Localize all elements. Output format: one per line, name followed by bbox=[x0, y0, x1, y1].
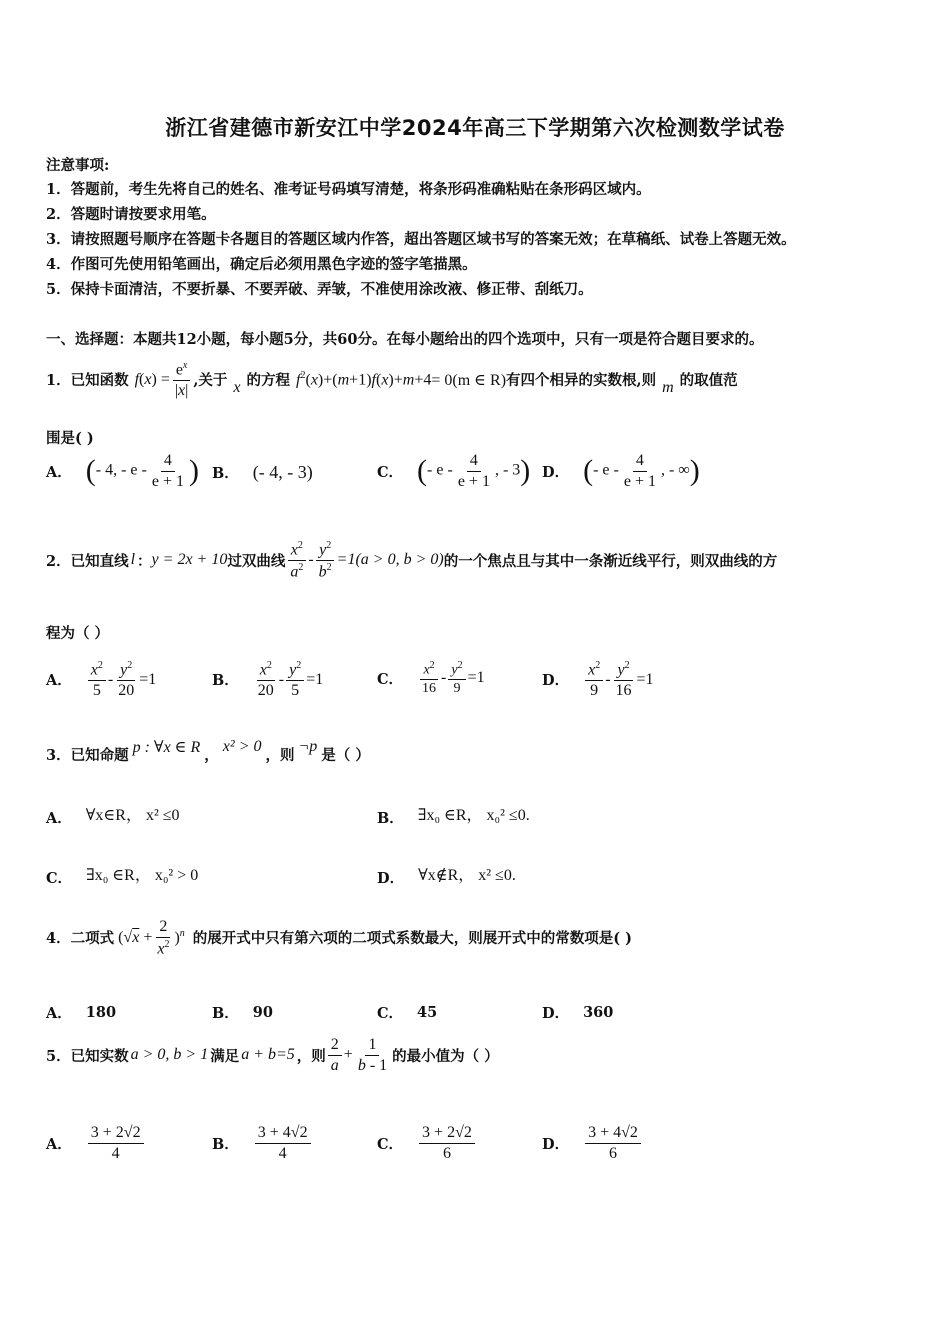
q2-prefix: 2．已知直线 bbox=[46, 552, 129, 570]
q1-prefix: 1．已知函数 bbox=[46, 372, 129, 390]
q4-option-d: D． 360 bbox=[542, 1004, 614, 1022]
exam-title: 浙江省建德市新安江中学2024年高三下学期第六次检测数学试卷 bbox=[165, 116, 785, 140]
q2-line-equation: y = 2x + 10 bbox=[151, 551, 228, 569]
q5-suffix: 的最小值为（ ） bbox=[392, 1047, 499, 1065]
q1-continuation: 围是( ) bbox=[46, 430, 94, 447]
q5-prefix: 5．已知实数 bbox=[46, 1047, 129, 1065]
q3-suffix: 是（ ） bbox=[321, 747, 370, 764]
notice-item-2: 2．答题时请按要求用笔。 bbox=[46, 206, 216, 223]
q4-suffix: 的展开式中只有第六项的二项式系数最大，则展开式中的常数项是( ) bbox=[192, 930, 633, 948]
q1-end: 的取值范 bbox=[679, 372, 738, 390]
q2-option-d: D． $\frac{x^2}{9}$ - $\frac{y^2}{16}$ =1 bbox=[542, 660, 654, 699]
q3-option-a: A． ∀x∈R， x² ≤0 bbox=[46, 807, 180, 827]
notice-heading: 注意事项: bbox=[46, 157, 110, 174]
q1-option-b: B． (- 4, - 3) bbox=[212, 462, 313, 482]
q4-prefix: 4．二项式 bbox=[46, 930, 115, 948]
q3-proposition: p : ∀x ∈ R bbox=[132, 738, 201, 756]
notice-item-3: 3．请按照题号顺序在答题卡各题目的答题区域内作答，超出答题区域书写的答案无效；在草稿纸、试卷上答题无效。 bbox=[46, 231, 796, 248]
q3-prefix: 3．已知命题 bbox=[46, 747, 129, 764]
question-1: 1．已知函数 f ( x ) = $\frac{e^x}{|x|}$ ,关于 x 的方程 $f^2(x)+(m+1)f(x)+m+4$ = 0(m ∈ R) 有四个相异的实数根,则 m 的取值范 bbox=[46, 360, 738, 399]
q1-option-a: A． (- 4, - e - $\frac{4}{e + 1}$ ) bbox=[46, 452, 199, 490]
q1-option-c: C． (- e - $\frac{4}{e + 1}$ , - 3) bbox=[377, 452, 531, 490]
q2-option-c: C． $\frac{x^2}{16}$ - $\frac{y^2}{9}$ =1 bbox=[377, 660, 485, 697]
q3-condition: x² > 0 bbox=[222, 737, 262, 755]
q2-mid: 过双曲线 bbox=[227, 552, 286, 570]
q2-continuation: 程为（ ） bbox=[46, 625, 110, 642]
question-2: 2．已知直线 l ： y = 2x + 10 过双曲线 $\frac{x^2}{a^2}$ - $\frac{y^2}{b^2}$ =1(a > 0, b > 0) 的一个焦点且与其中一条渐近线平行，则双曲线的方 bbox=[46, 540, 778, 581]
q5-condition: a > 0, b > 1 bbox=[130, 1046, 209, 1064]
q5-option-a: A． $\frac{3 + 2√2}{4}$ bbox=[46, 1124, 146, 1162]
q5-option-b: B． $\frac{3 + 4√2}{4}$ bbox=[212, 1124, 313, 1162]
question-5: 5．已知实数 a > 0, b > 1 满足 a + b=5 ，则 $\frac{2}{a}$ + $\frac{1}{b - 1}$ 的最小值为（ ） bbox=[46, 1036, 499, 1074]
q1-equation: = 0(m ∈ R) bbox=[431, 371, 507, 389]
q4-option-c: C． 45 bbox=[377, 1004, 438, 1022]
question-4: 4．二项式 (√x + $\frac{2}{x^2}$ )$^n$ 的展开式中只有第六项的二项式系数最大，则展开式中的常数项是( ) bbox=[46, 918, 633, 957]
q4-option-b: B． 90 bbox=[212, 1004, 273, 1022]
notice-item-1: 1．答题前，考生先将自己的姓名、准考证号码填写清楚，将条形码准确粘贴在条形码区域内。 bbox=[46, 181, 651, 198]
q2-hyperbola-rhs: =1(a > 0, b > 0) bbox=[336, 551, 444, 569]
question-3: 3．已知命题 p : ∀x ∈ R ， x² > 0 ，则 ¬p 是（ ） bbox=[46, 737, 370, 764]
q5-constraint: a + b=5 bbox=[241, 1046, 295, 1064]
q5-option-d: D． $\frac{3 + 4√2}{6}$ bbox=[542, 1124, 643, 1162]
q5-option-c: C． $\frac{3 + 2√2}{6}$ bbox=[377, 1124, 477, 1162]
q1-suffix: 有四个相异的实数根,则 bbox=[506, 372, 657, 390]
q1-mid2: 的方程 bbox=[246, 372, 291, 390]
q1-option-d: D． (- e - $\frac{4}{e + 1}$ , - ∞) bbox=[542, 452, 700, 490]
notice-item-4: 4．作图可先使用铅笔画出，确定后必须用黑色字迹的签字笔描黑。 bbox=[46, 256, 477, 273]
q2-option-b: B． $\frac{x^2}{20}$ - $\frac{y^2}{5}$ =1 bbox=[212, 660, 324, 699]
q1-mid1: ,关于 bbox=[193, 372, 228, 390]
q3-negation: ¬p bbox=[298, 737, 318, 755]
q3-option-d: D． ∀x∉R， x² ≤0. bbox=[377, 867, 516, 887]
q2-option-a: A． $\frac{x^2}{5}$ - $\frac{y^2}{20}$ =1 bbox=[46, 660, 157, 699]
q1-function-fraction: $\frac{e^x}{|x|}$ bbox=[172, 360, 192, 400]
section-heading: 一、选择题：本题共12小题，每小题5分，共60分。在每小题给出的四个选项中，只有一项是符合题目要求的。 bbox=[46, 331, 764, 348]
q2-suffix: 的一个焦点且与其中一条渐近线平行，则双曲线的方 bbox=[443, 552, 778, 570]
q4-option-a: A． 180 bbox=[46, 1004, 117, 1022]
q3-option-b: B． ∃x₀ ∈R， x₀² ≤0. bbox=[377, 807, 530, 827]
q3-option-c: C． ∃x₀ ∈R， x₀² > 0 bbox=[46, 867, 199, 887]
notice-item-5: 5．保持卡面清洁，不要折暴、不要弄破、弄皱，不准使用涂改液、修正带、刮纸刀。 bbox=[46, 281, 593, 298]
q4-binomial-fraction: $\frac{2}{x^2}$ bbox=[157, 918, 170, 957]
